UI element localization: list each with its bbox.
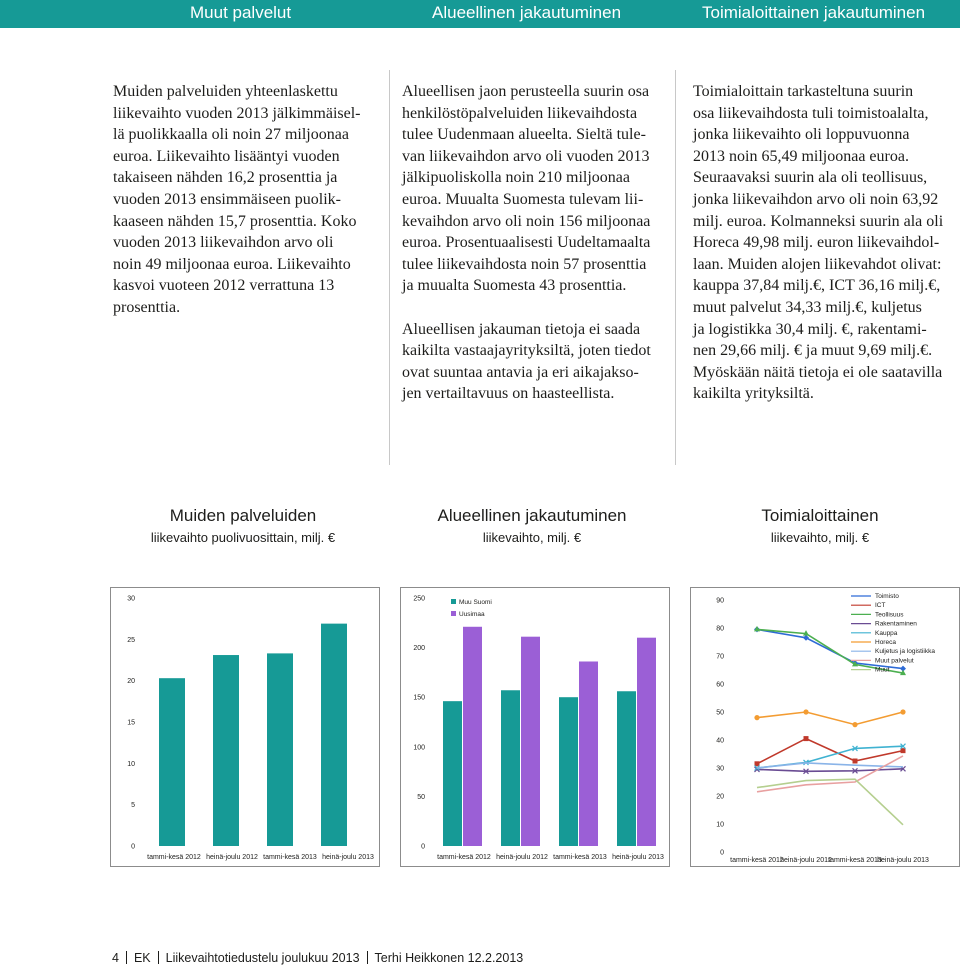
chart2-xtick-label: tammi-kesä 2013 <box>553 854 607 861</box>
chart3-xtick-label: tammi-kesä 2013 <box>828 857 882 864</box>
chart3-line-rakentaminen <box>757 769 903 772</box>
chart2-frame <box>400 587 670 867</box>
col3-line: 2013 noin 65,49 miljoonaa euroa. <box>693 147 909 165</box>
chart1-ytick-label: 25 <box>127 636 135 644</box>
chart2-bar-uusimaa <box>637 638 656 846</box>
col2-line: ja muualta Suomesta 43 prosenttia. <box>402 277 627 295</box>
chart3-legend-label: Muut <box>875 666 890 674</box>
col1-line: kasvoi vuoteen 2012 verrattuna 13 <box>113 277 335 295</box>
chart2-title: Alueellinen jakautuminen <box>437 506 627 525</box>
chart1-bar <box>159 678 185 846</box>
chart3-legend-label: Teollisuus <box>875 611 904 619</box>
chart1-ytick-label: 15 <box>127 719 135 727</box>
col3-line: muut palvelut 34,33 milj.€, kuljetus <box>693 298 922 316</box>
col3-line: Horeca 49,98 milj. euron liikevaihdol- <box>693 234 940 252</box>
chart3-xtick-label: tammi-kesä 2012 <box>730 857 784 864</box>
chart3-title: Toimialoittainen <box>761 506 879 525</box>
chart3-legend-label: Kauppa <box>875 629 898 637</box>
text-column-2 <box>402 81 677 405</box>
chart2-bar-uusimaa <box>521 637 540 846</box>
header-tab-muut-palvelut: Muut palvelut <box>190 3 292 22</box>
chart2-legend-label: Uusimaa <box>459 611 485 618</box>
footer-org: EK <box>133 951 151 965</box>
chart1-ytick-label: 5 <box>131 802 135 810</box>
col1-line: noin 49 miljoonaa euroa. Liikevaihto <box>113 255 351 273</box>
chart2-bar-muu-suomi <box>617 691 636 846</box>
col2-line <box>402 297 677 319</box>
col1-line: takaiseen nähden 16,2 prosenttia ja <box>113 169 338 187</box>
col1-line: prosenttia. <box>113 298 181 316</box>
chart3-xtick-label: heinä-joulu 2013 <box>877 857 929 864</box>
chart2-legend-swatch <box>451 599 456 604</box>
chart2-bar-muu-suomi <box>559 697 578 846</box>
chart1-bar <box>321 624 347 846</box>
col2-line: Alueellisen jaon perusteella suurin osa <box>402 83 650 100</box>
chart3-legend-label: ICT <box>875 602 886 610</box>
footer-author: Terhi Heikkonen 12.2.2013 <box>374 951 524 965</box>
col3-line: Myöskään näitä tietoja ei ole saatavilla <box>693 363 943 381</box>
chart2-ytick-label: 150 <box>413 694 425 702</box>
chart3-ytick-label: 10 <box>716 821 724 829</box>
chart3-legend-label: Rakentaminen <box>875 620 917 628</box>
header-tab-toimialoittainen: Toimialoittainen jakautuminen <box>702 3 926 22</box>
chart1-xtick-label: tammi-kesä 2013 <box>263 854 317 861</box>
chart2-ytick-label: 200 <box>413 645 425 653</box>
chart2-ytick-label: 50 <box>417 793 425 801</box>
chart3-ytick-label: 20 <box>716 793 724 801</box>
chart2-subtitle: liikevaihto, milj. € <box>482 530 582 545</box>
footer-separator <box>126 951 127 964</box>
page-footer <box>112 951 523 965</box>
col1-line: vuoden 2013 liikevaihdon arvo oli <box>113 234 334 252</box>
chart3-line-horeca <box>757 712 903 725</box>
col2-line: tulee liikevaihdosta noin 57 prosenttia <box>402 255 647 273</box>
chart3-subtitle: liikevaihto, milj. € <box>770 530 870 545</box>
chart3-xtick-label: heinä-joulu 2012 <box>780 857 832 864</box>
col1-line: liikevaihto vuoden 2013 jälkimmäisel- <box>113 104 361 122</box>
col3-line: kauppa 37,84 milj.€, ICT 36,16 milj.€, <box>693 277 941 295</box>
col2-line: jen vertailtavuus on haasteellista. <box>402 385 615 403</box>
chart3-point <box>901 748 906 753</box>
chart3-point <box>804 736 809 741</box>
chart3-legend-label: Horeca <box>875 639 896 646</box>
col2-line: henkilöstöpalveluiden liikevaihdosta <box>402 104 638 122</box>
chart3-legend-label: Toimisto <box>875 593 899 600</box>
chart3-svg <box>691 588 959 866</box>
chart3-ytick-label: 70 <box>716 653 724 661</box>
col1-line: vuoden 2013 ensimmäiseen puolik- <box>113 190 341 208</box>
chart2-xtick-label: tammi-kesä 2012 <box>437 854 491 861</box>
chart1-title: Muiden palveluiden <box>169 506 317 525</box>
chart2-bar-uusimaa <box>463 627 482 846</box>
chart2-legend-label: Muu Suomi <box>459 599 492 606</box>
chart3-frame <box>690 587 960 867</box>
chart1-ytick-label: 10 <box>127 760 135 768</box>
chart2-ytick-label: 0 <box>421 843 425 851</box>
chart3-heading <box>690 506 950 545</box>
col1-line: euroa. Liikevaihto lisääntyi vuoden <box>113 147 340 165</box>
col3-line: osa liikevaihdosta tuli toimistoalalta, <box>693 104 929 122</box>
chart3-legend-label: Muut palvelut <box>875 657 914 665</box>
chart1-bar <box>213 655 239 846</box>
chart3-ytick-label: 60 <box>716 681 724 689</box>
col1-line: lä puolikkaalla oli noin 27 miljoonaa <box>113 126 349 144</box>
col2-line: kaikilta vastaajayrityksiltä, joten tiedot <box>402 342 651 360</box>
chart3-line-muut <box>757 779 903 825</box>
chart3-point <box>754 715 759 720</box>
col2-line: euroa. Prosentuaalisesti Uudeltamaalta <box>402 234 651 252</box>
chart1-xtick-label: heinä-joulu 2012 <box>206 854 258 861</box>
chart1-ytick-label: 20 <box>127 678 135 686</box>
col1-line: kaaseen nähden 15,7 prosenttia. Koko <box>113 212 357 230</box>
chart3-ytick-label: 90 <box>716 597 724 605</box>
chart2-svg <box>401 588 669 866</box>
footer-separator <box>367 951 368 964</box>
chart3-point <box>803 709 808 714</box>
col3-line: nen 29,66 milj. € ja muut 9,69 milj.€. <box>693 342 933 360</box>
chart2-bar-muu-suomi <box>443 701 462 846</box>
col3-line: jonka liikevaihdon arvo oli noin 63,92 <box>693 190 939 208</box>
col1-line: Muiden palveluiden yhteenlaskettu <box>113 83 338 100</box>
chart3-ytick-label: 0 <box>720 849 724 857</box>
chart3-ytick-label: 50 <box>716 709 724 717</box>
col3-line: Seuraavaksi suurin ala oli teollisuus, <box>693 169 928 187</box>
col3-line: milj. euroa. Kolmanneksi suurin ala oli <box>693 212 944 230</box>
footer-doc: Liikevaihtotiedustelu joulukuu 2013 <box>165 951 360 965</box>
column-divider <box>675 70 676 465</box>
chart3-ytick-label: 40 <box>716 737 724 745</box>
col2-line: Alueellisen jakauman tietoja ei saada <box>402 320 641 338</box>
chart2-bar-uusimaa <box>579 661 598 846</box>
col3-line: Toimialoittain tarkasteltuna suurin <box>693 83 914 100</box>
chart1-xtick-label: heinä-joulu 2013 <box>322 854 374 861</box>
col2-line: ovat suuntaa antavia ja eri aikajakso- <box>402 363 639 381</box>
chart3-legend-label: Kuljetus ja logistiikka <box>875 648 935 656</box>
chart1-heading <box>113 506 373 545</box>
chart2-bar-muu-suomi <box>501 690 520 846</box>
chart1-bar <box>267 653 293 846</box>
column-divider <box>389 70 390 465</box>
chart2-xtick-label: heinä-joulu 2013 <box>612 854 664 861</box>
chart3-point <box>852 722 857 727</box>
col2-line: euroa. Muualta Suomesta tulevam lii- <box>402 190 644 208</box>
chart2-heading <box>402 506 662 545</box>
text-column-1 <box>113 81 383 319</box>
chart3-point <box>853 759 858 764</box>
col2-line: kevaihdon arvo oli noin 156 miljoonaa <box>402 212 651 230</box>
chart3-point <box>900 709 905 714</box>
chart1-ytick-label: 0 <box>131 843 135 851</box>
chart2-xtick-label: heinä-joulu 2012 <box>496 854 548 861</box>
col2-line: jälkipuoliskolla noin 210 miljoonaa <box>402 169 630 187</box>
chart3-ytick-label: 30 <box>716 765 724 773</box>
col3-line: kaikilta yrityksiltä. <box>693 385 814 403</box>
header-tab-alueellinen: Alueellinen jakautuminen <box>432 3 622 22</box>
chart3-line-muut-palvelut <box>757 756 903 792</box>
chart2-ytick-label: 250 <box>413 595 425 603</box>
chart1-svg <box>111 588 379 866</box>
header-bar <box>0 0 960 28</box>
col3-line: jonka liikevaihto oli loppuvuonna <box>693 126 910 144</box>
chart1-ytick-label: 30 <box>127 595 135 603</box>
chart2-ytick-label: 100 <box>413 744 425 752</box>
chart1-xtick-label: tammi-kesä 2012 <box>147 854 201 861</box>
col2-line: van liikevaihdon arvo oli vuoden 2013 <box>402 147 650 165</box>
chart2-legend-swatch <box>451 611 456 616</box>
footer-separator <box>158 951 159 964</box>
text-column-3 <box>693 81 960 405</box>
chart3-line-ict <box>757 739 903 764</box>
footer-page-number: 4 <box>112 951 119 965</box>
col3-line: laan. Muiden alojen liikevahdot olivat: <box>693 255 942 273</box>
col2-line: tulee Uudenmaan alueelta. Sieltä tule- <box>402 126 646 144</box>
chart3-ytick-label: 80 <box>716 625 724 633</box>
chart1-subtitle: liikevaihto puolivuosittain, milj. € <box>150 530 336 545</box>
col3-line: ja logistikka 30,4 milj. €, rakentami- <box>693 320 927 338</box>
chart1-frame <box>110 587 380 867</box>
